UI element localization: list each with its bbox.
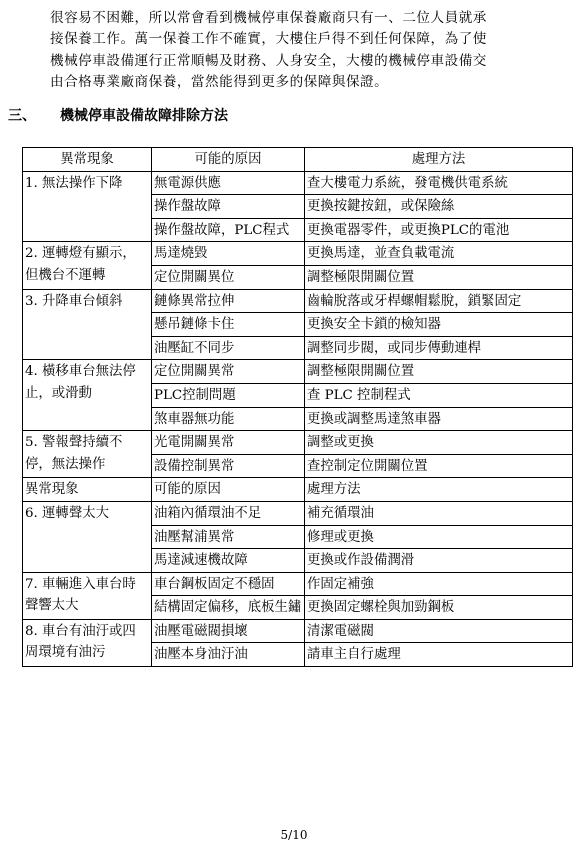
intro-paragraph (50, 8, 580, 94)
symptom-cell: 1. 無法操作下降 (23, 171, 152, 242)
table-row (23, 478, 573, 502)
symptom-cell: 5. 警報聲持續不停，無法操作 (23, 431, 152, 478)
action-cell: 更換或調整馬達煞車器 (305, 407, 573, 431)
symptom-cell: 6. 運轉聲太大 (23, 501, 152, 572)
table-row (23, 360, 573, 384)
table-row (23, 171, 573, 195)
action-cell: 更換固定螺栓與加勁鋼板 (305, 596, 573, 620)
page-number: 5/10 (280, 828, 308, 842)
cause-cell: 油壓幫浦異常 (152, 525, 305, 549)
action-cell: 修理或更換 (305, 525, 573, 549)
table-row (23, 242, 573, 266)
action-cell: 更換安全卡鎖的檢知器 (305, 313, 573, 337)
intro-line: 機械停車設備運行正常順暢及財務、人身安全，大樓的機械停車設備交 (50, 52, 487, 69)
table-row (23, 501, 573, 525)
cause-cell: 馬達燒毀 (152, 242, 305, 266)
symptom-cell: 異常現象 (23, 478, 152, 502)
cause-cell: 結構固定偏移，底板生鏽 (152, 596, 305, 620)
cause-cell: 設備控制異常 (152, 454, 305, 478)
section-heading (8, 105, 228, 125)
table-row (23, 289, 573, 313)
section-number: 三、 (8, 108, 36, 124)
action-cell: 調整極限開關位置 (305, 265, 573, 289)
intro-line: 接保養工作。萬一保養工作不確實，大樓住戶得不到任何保障，為了使 (50, 31, 487, 48)
cause-cell: 光電開關異常 (152, 431, 305, 455)
action-cell: 調整或更換 (305, 431, 573, 455)
action-cell: 查控制定位開關位置 (305, 454, 573, 478)
action-cell: 齒輪脫落或牙桿螺帽鬆脫，鎖緊固定 (305, 289, 573, 313)
symptom-cell: 4. 橫移車台無法停止，或滑動 (23, 360, 152, 431)
cause-cell: 定位開關異位 (152, 265, 305, 289)
action-cell: 調整極限開關位置 (305, 360, 573, 384)
table-header-row (23, 148, 573, 172)
symptom-cell: 7. 車輛進入車台時聲響太大 (23, 572, 152, 619)
header-cause: 可能的原因 (152, 148, 305, 172)
symptom-cell: 3. 升降車台傾斜 (23, 289, 152, 360)
header-action: 處理方法 (305, 148, 573, 172)
action-cell: 調整同步閥，或同步傳動連桿 (305, 336, 573, 360)
action-cell: 作固定補強 (305, 572, 573, 596)
cause-cell: 操作盤故障，PLC程式 (152, 218, 305, 242)
action-cell: 請車主自行處理 (305, 643, 573, 667)
cause-cell: 可能的原因 (152, 478, 305, 502)
cause-cell: 油壓本身油汙油 (152, 643, 305, 667)
cause-cell: 油箱內循環油不足 (152, 501, 305, 525)
intro-line: 由合格專業廠商保養，當然能得到更多的保障與保證。 (50, 74, 389, 91)
cause-cell: 油壓缸不同步 (152, 336, 305, 360)
action-cell: 補充循環油 (305, 501, 573, 525)
action-cell: 處理方法 (305, 478, 573, 502)
action-cell: 更換按鍵按鈕，或保險絲 (305, 195, 573, 219)
cause-cell: 懸吊鏈條卡住 (152, 313, 305, 337)
fault-table (22, 147, 573, 667)
section-title: 機械停車設備故障排除方法 (60, 108, 228, 124)
cause-cell: 馬達減速機故障 (152, 549, 305, 573)
cause-cell: 車台鋼板固定不穩固 (152, 572, 305, 596)
cause-cell: 無電源供應 (152, 171, 305, 195)
symptom-cell: 8. 車台有油汙或四周環境有油污 (23, 619, 152, 666)
symptom-cell: 2. 運轉燈有顯示，但機台不運轉 (23, 242, 152, 289)
table-row (23, 619, 573, 643)
cause-cell: 定位開關異常 (152, 360, 305, 384)
action-cell: 查 PLC 控制程式 (305, 383, 573, 407)
header-symptom: 異常現象 (23, 148, 152, 172)
cause-cell: 鏈條異常拉伸 (152, 289, 305, 313)
intro-line: 很容易不困難，所以常會看到機械停車保養廠商只有一、二位人員就承 (50, 10, 487, 26)
cause-cell: 油壓電磁閥損壞 (152, 619, 305, 643)
action-cell: 更換電器零件，或更換PLC的電池 (305, 218, 573, 242)
action-cell: 清潔電磁閥 (305, 619, 573, 643)
table-row (23, 431, 573, 455)
action-cell: 更換或作設備潤滑 (305, 549, 573, 573)
cause-cell: 煞車器無功能 (152, 407, 305, 431)
cause-cell: PLC控制問題 (152, 383, 305, 407)
table-row (23, 572, 573, 596)
action-cell: 更換馬達，並查負載電流 (305, 242, 573, 266)
action-cell: 查大樓電力系統，發電機供電系統 (305, 171, 573, 195)
fault-table-body (23, 171, 573, 666)
cause-cell: 操作盤故障 (152, 195, 305, 219)
